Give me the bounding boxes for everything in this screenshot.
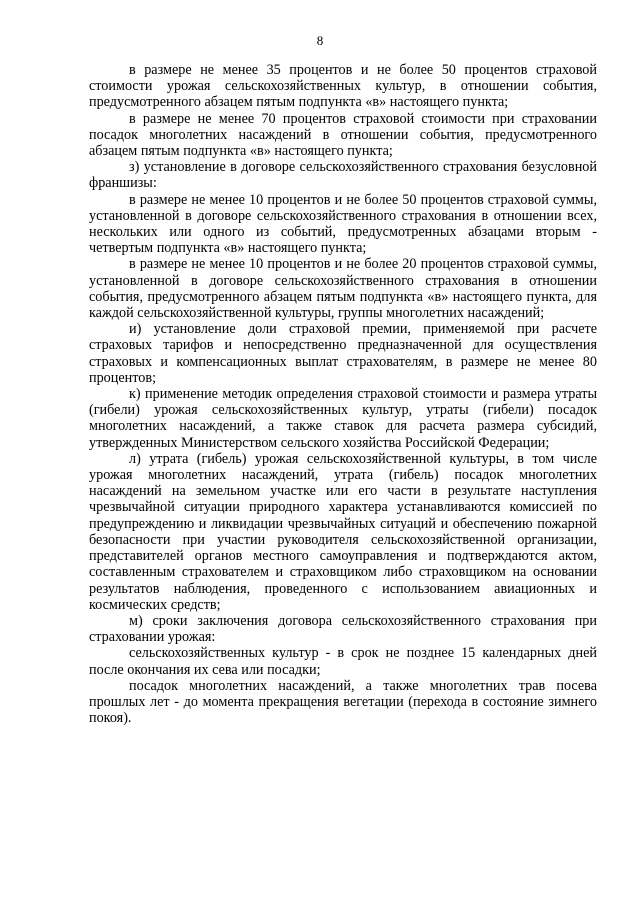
paragraph-7: к) применение методик определения страховой стоимости и размера утраты (гибели) урожая сельскохозяйственных культур, утраты (гибели) посадок многолетних насаждений, а также ставок для расчета размера субсидий, утвержденных Министерством сельского хозяйства Российской Федерации; [89,386,597,451]
paragraph-4: в размере не менее 10 процентов и не более 50 процентов страховой суммы, установленной в договоре сельскохозяйственного страхования в отношении всех, нескольких или одного из событий, предусмотренных абзацами вторым - четвертым подпункта «в» настоящего пункта; [89,191,597,257]
paragraph-1: в размере не менее 35 процентов и не более 50 процентов страховой стоимости урожая сельскохозяйственных культур, в отношении события, предусмотренного абзацем пятым подпункта «в» настоящего пункта; [89,62,597,111]
paragraph-11: посадок многолетних насаждений, а также многолетних трав посева прошлых лет - до момента прекращения вегетации (перехода в состояние зимнего покоя). [89,677,597,727]
paragraph-10: сельскохозяйственных культур - в срок не позднее 15 календарных дней после окончания их сева или посадки; [89,645,597,678]
paragraph-8: л) утрата (гибель) урожая сельскохозяйственной культуры, в том числе урожая многолетних насаждений, утрата (гибель) посадок многолетних насаждений на земельном участке или его части в результате наступления чрезвычайной ситуации природного характера устанавливаются комиссией по предупреждению и ликвидации чрезвычайных ситуаций и обеспечению пожарной безопасности при участии руководителя сельскохозяйственной организации, представителей органов местного самоуправления и подтверждаются актом, составленным страхователем и страховщиком либо страховщиком на основании результатов наблюдения, проведенного с использованием авиационных и космических средств; [89,450,597,613]
document-body [89,62,597,726]
paragraph-6: и) установление доли страховой премии, применяемой при расчете страховых тарифов и непосредственно предназначенной для осуществления страховых и компенсационных выплат страхователям, в размере не менее 80 процентов; [89,321,597,386]
paragraph-9: м) сроки заключения договора сельскохозяйственного страхования при страховании урожая: [89,612,597,646]
page-number: 8 [316,33,324,48]
paragraph-2: в размере не менее 70 процентов страховой стоимости при страховании посадок многолетних насаждений в отношении события, предусмотренного абзацем пятым подпункта «в» настоящего пункта; [89,110,597,160]
paragraph-3: з) установление в договоре сельскохозяйственного страхования безусловной франшизы: [89,159,597,192]
paragraph-5: в размере не менее 10 процентов и не более 20 процентов страховой суммы, установленной в договоре сельскохозяйственного страхования в отношении события, предусмотренного абзацем пятым подпункта «в» настоящего пункта, для каждой сельскохозяйственной культуры, группы многолетних насаждений; [89,256,597,322]
